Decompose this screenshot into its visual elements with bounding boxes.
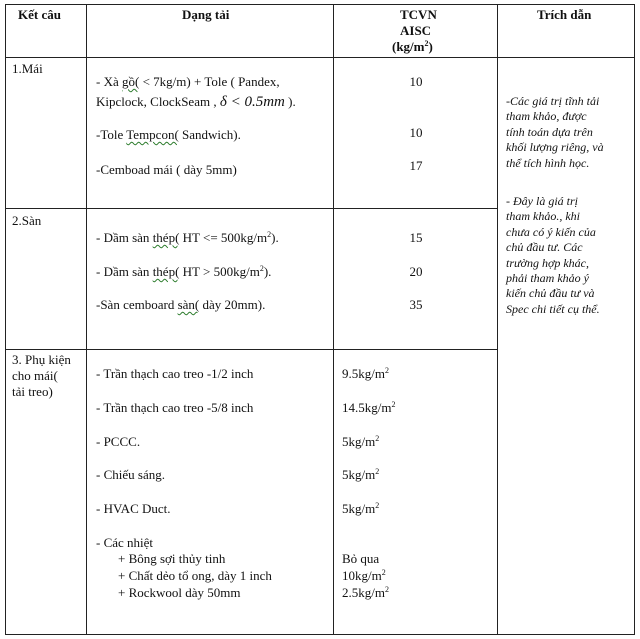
floor-beam-heavy-label: - Dầm sàn thép( HT > $500kg/m^2$). (96, 264, 272, 279)
column-divider-1 (86, 4, 87, 635)
section-accessory-label-line1: 3. Phụ kiện (12, 352, 71, 367)
citation-note-1 (506, 94, 630, 171)
floor-beam-light-value: 15 (409, 230, 423, 245)
accessory-hvac-value: $5kg/m^2$ (342, 501, 380, 516)
header-load-type: Dạng tải (182, 7, 230, 22)
insulation-rockwool-value: $2.5kg/m^2$ (342, 585, 389, 600)
accessory-hvac-label: - HVAC Duct. (96, 501, 171, 516)
citation-note-2-line: trường hợp khác, (506, 255, 590, 270)
header-separator (5, 57, 635, 58)
table-border-bottom (5, 634, 635, 635)
citation-note-2-line: chưa có ý kiến của (506, 224, 596, 239)
insulation-rockwool-label: + Rockwool dày 50mm (118, 585, 241, 600)
insulation-honeycomb-label: + Chất dẻo tổ ong, dày 1 inch (118, 568, 272, 583)
header-structure: Kết câu (18, 7, 61, 22)
header-citation: Trích dẫn (537, 7, 592, 22)
table-border-left (5, 4, 6, 635)
insulation-honeycomb-value: $10kg/m^2$ (342, 568, 386, 583)
roof-sandwich-value: 10 (409, 125, 423, 140)
roof-floor-separator (5, 208, 498, 209)
citation-note-1-line: -Các giá trị tĩnh tải (506, 94, 600, 108)
roof-sandwich-label: -Tole Tempcon( Sandwich). (96, 127, 241, 142)
floor-accessory-separator (5, 349, 498, 350)
section-roof-label: 1.Mái (12, 61, 43, 76)
citation-note-1-line: tính toán dựa trên (506, 124, 593, 139)
roof-cemboard-label: -Cemboad mái ( dày 5mm) (96, 162, 237, 177)
insulation-glass-wool-value: Bỏ qua (342, 551, 380, 566)
roof-cemboard-value: 17 (409, 158, 423, 173)
citation-note-1-line: thể tích hình học. (506, 155, 590, 170)
roof-purlin-line1: - Xà gồ( < 7kg/m) + Tole ( Pandex, (96, 74, 280, 89)
header-standard-line2: AISC (400, 23, 432, 38)
citation-note-2-line: kiến chủ đầu tư và (506, 286, 595, 301)
citation-note-2 (506, 194, 630, 317)
section-accessory-label-line2: cho mái( (12, 368, 58, 383)
citation-note-2-line: phải tham khảo ý (506, 271, 589, 286)
citation-note-2-line: - Đây là giá trị (506, 194, 578, 208)
accessory-ceiling-fiveeighth-value: $14.5kg/m^2$ (342, 400, 396, 415)
accessory-ceiling-fiveeighth-label: - Trần thạch cao treo -5/8 inch (96, 400, 254, 415)
header-standard-line1: TCVN (400, 7, 437, 22)
citation-note-2-line: chủ đầu tư. Các (506, 240, 583, 255)
insulation-glass-wool-label: + Bông sợi thủy tinh (118, 551, 226, 566)
citation-note-1-line: khối lượng riêng, và (506, 140, 604, 155)
accessory-ceiling-half-value: $9.5kg/m^2$ (342, 366, 389, 381)
section-floor-label: 2.Sàn (12, 213, 42, 228)
citation-note-2-line: tham khảo., khi (506, 209, 580, 224)
accessory-lighting-label: - Chiếu sáng. (96, 467, 165, 482)
header-standard-unit: $(kg/m^2)$ (392, 39, 433, 54)
floor-beam-light-label: - Dầm sàn thép( HT <= $500kg/m^2$). (96, 230, 279, 245)
column-divider-2 (333, 4, 334, 635)
accessory-ceiling-half-label: - Trần thạch cao treo -1/2 inch (96, 366, 254, 381)
citation-note-2-line: Spec chi tiết cụ thể. (506, 301, 600, 316)
roof-purlin-line2: Kipclock, ClockSeam , δ < 0.5mm ). (96, 94, 296, 110)
accessory-fire-protection-value: $5kg/m^2$ (342, 434, 380, 449)
table-border-top (5, 4, 635, 5)
accessory-lighting-value: $5kg/m^2$ (342, 467, 380, 482)
citation-note-1-line: tham khảo, được (506, 109, 587, 124)
column-divider-3 (497, 4, 498, 635)
accessory-fire-protection-label: - PCCC. (96, 434, 141, 449)
section-accessory-label-line3: tải treo) (12, 384, 53, 399)
floor-cemboard-label: -Sàn cemboard sàn( dày 20mm). (96, 297, 266, 312)
floor-cemboard-value: 35 (409, 297, 423, 312)
accessory-insulation-title: - Các nhiệt (96, 535, 154, 550)
floor-beam-heavy-value: 20 (409, 264, 423, 279)
roof-purlin-value: 10 (409, 74, 423, 89)
table-border-right (634, 4, 635, 635)
